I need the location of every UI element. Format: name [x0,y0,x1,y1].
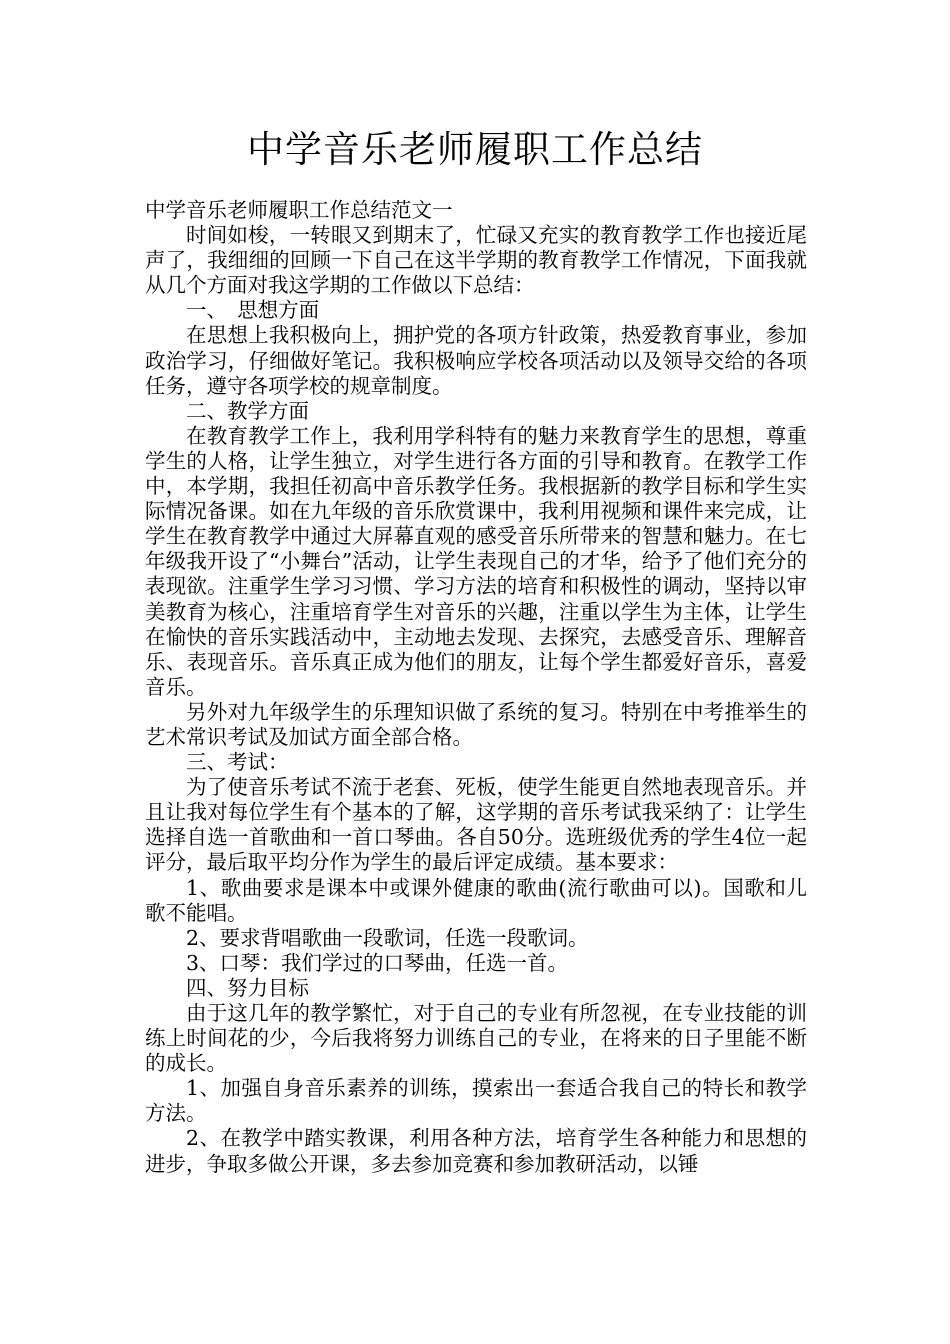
goal-item-1: 1、加强自身音乐素养的训练，摸索出一套适合我自己的特长和教学方法。 [145,1076,807,1126]
exam-requirement-3: 3、口琴：我们学过的口琴曲，任选一首。 [186,950,569,975]
goal-item-2: 2、在教学中踏实教课，利用各种方法，培育学生各种能力和思想的进步，争取多做公开课，多去参加竞赛和参加教研活动，以锤 [145,1126,807,1176]
section-heading-goals: 四、努力目标 [186,975,309,1000]
exam-requirement-2: 2、要求背唱歌曲一段歌词，任选一段歌词。 [186,925,589,950]
goals-paragraph: 由于这几年的教学繁忙，对于自己的专业有所忽视，在专业技能的训练上时间花的少，今后我将努力训练自己的专业，在将来的日子里能不断的成长。 [145,1001,807,1076]
thought-paragraph: 在思想上我积极向上，拥护党的各项方针政策，热爱教育事业，参加政治学习，仔细做好笔记。我积极响应学校各项活动以及领导交给的各项任务，遵守各项学校的规章制度。 [145,323,807,398]
intro-paragraph: 时间如梭，一转眼又到期末了，忙碌又充实的教育教学工作也接近尾声了，我细细的回顾一下自己在这半学期的教育教学工作情况，下面我就从几个方面对我这学期的工作做以下总结： [145,223,807,298]
review-paragraph: 另外对九年级学生的乐理知识做了系统的复习。特别在中考推举生的艺术常识考试及加试方面全部合格。 [145,699,807,749]
subtitle-paragraph: 中学音乐老师履职工作总结范文一 [145,198,453,222]
section-heading-teaching: 二、教学方面 [186,398,309,423]
document-title: 中学音乐老师履职工作总结 [247,128,703,171]
section-heading-exam: 三、考试： [186,750,289,775]
teaching-paragraph: 在教育教学工作上，我利用学科特有的魅力来教育学生的思想，尊重学生的人格，让学生独立，对学生进行各方面的引导和教育。在教学工作中，本学期，我担任初高中音乐教学任务。我根据新的教学目标和学生实际情况备课。如在九年级的音乐欣赏课中，我利用视频和课件来完成，让学生在教育教学中通过大屏幕直观的感受音乐所带来的智慧和魅力。在七年级我开设了“小舞台”活动，让学生表现自己的才华，给予了他们充分的表现欲。注重学生学习习惯、学习方法的培育和积极性的调动，坚持以审美教育为核心，注重培育学生对音乐的兴趣，注重以学生为主体，让学生在愉快的音乐实践活动中，主动地去发现、去探究，去感受音乐、理解音乐、表现音乐。音乐真正成为他们的朋友，让每个学生都爱好音乐，喜爱音乐。 [145,423,807,699]
document-body [145,198,807,1177]
exam-paragraph: 为了使音乐考试不流于老套、死板，使学生能更自然地表现音乐。并且让我对每位学生有个基本的了解，这学期的音乐考试我采纳了：让学生选择自选一首歌曲和一首口琴曲。各自50分。选班级优秀的学生4位一起评分，最后取平均分作为学生的最后评定成绩。基本要求： [145,775,807,875]
section-heading-thought: 一、 思想方面 [186,298,320,323]
exam-requirement-1: 1、歌曲要求是课本中或课外健康的歌曲(流行歌曲可以)。国歌和儿歌不能唱。 [145,875,807,925]
